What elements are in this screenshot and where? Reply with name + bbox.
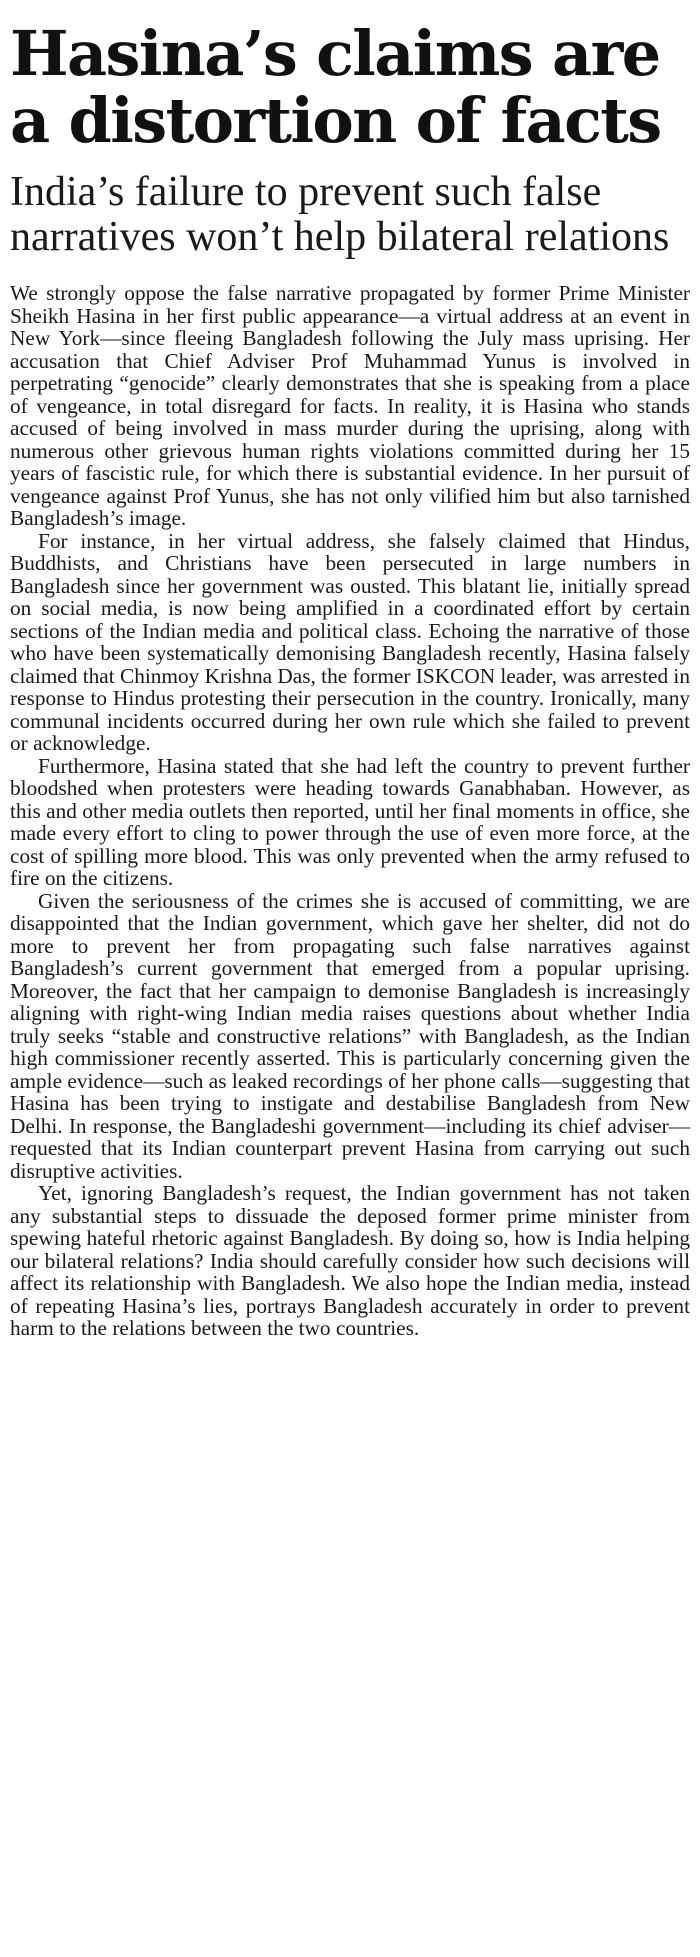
body-paragraph-4: Given the seriousness of the crimes she is accused of committing, we are disappointed that the Indian government, which gave her shelter, did not do more to prevent her from propagating such false narratives against Bangladesh’s current government that emerged from a popular uprising. Moreover, the fact that her campaign to demonise Bangladesh is increasingly aligning with right-wing Indian media raises questions about whether India truly seeks “stable and constructive relations” with Bangladesh, as the Indian high commissioner recently asserted. This is particularly concerning given the ample evidence—such as leaked recordings of her phone calls—suggesting that Hasina has been trying to instigate and destabilise Bangladesh from New Delhi. In response, the Bangladeshi government—including its chief adviser—requested that its Indian counterpart prevent Hasina from carrying out such disruptive activities. [10, 888, 690, 1183]
headline: Hasina’s claims are a distortion of facts [10, 17, 661, 157]
article-body [10, 282, 690, 1340]
subheadline: India’s failure to prevent such false narratives won’t help bilateral relations [10, 169, 670, 260]
body-paragraph-1: We strongly oppose the false narrative propagated by former Prime Minister Sheikh Hasina in her first public appearance—a virtual address at an event in New York—since fleeing Bangladesh following the July mass uprising. Her accusation that Chief Adviser Prof Muhammad Yunus is involved in perpetrating “genocide” clearly demonstrates that she is speaking from a place of vengeance, in total disregard for facts. In reality, it is Hasina who stands accused of being involved in mass murder during the uprising, along with numerous other grievous human rights violations committed during her 15 years of fascistic rule, for which there is substantial evidence. In her pursuit of vengeance against Prof Yunus, she has not only vilified him but also tarnished Bangladesh’s image. [10, 281, 690, 530]
body-paragraph-5: Yet, ignoring Bangladesh’s request, the Indian government has not taken any substantial steps to dissuade the deposed former prime minister from spewing hateful rhetoric against Bangladesh. By doing so, how is India helping our bilateral relations? India should carefully consider how such decisions will affect its relationship with Bangladesh. We also hope the Indian media, instead of repeating Hasina’s lies, portrays Bangladesh accurately in order to prevent harm to the relations between the two countries. [10, 1181, 690, 1340]
body-paragraph-3: Furthermore, Hasina stated that she had left the country to prevent further bloodshed when protesters were heading towards Ganabhaban. However, as this and other media outlets then reported, until her final moments in office, she made every effort to cling to power through the use of even more force, at the cost of spilling more blood. This was only prevented when the army refused to fire on the citizens. [10, 753, 690, 890]
body-paragraph-2: For instance, in her virtual address, she falsely claimed that Hindus, Buddhists, and Christians have been persecuted in large numbers in Bangladesh since her government was ousted. This blatant lie, initially spread on social media, is now being amplified in a coordinated effort by certain sections of the Indian media and political class. Echoing the narrative of those who have been systematically demonising Bangladesh recently, Hasina falsely claimed that Chinmoy Krishna Das, the former ISKCON leader, was arrested in response to Hindus protesting their persecution in the country. Ironically, many communal incidents occurred during her own rule which she failed to prevent or acknowledge. [10, 528, 690, 755]
